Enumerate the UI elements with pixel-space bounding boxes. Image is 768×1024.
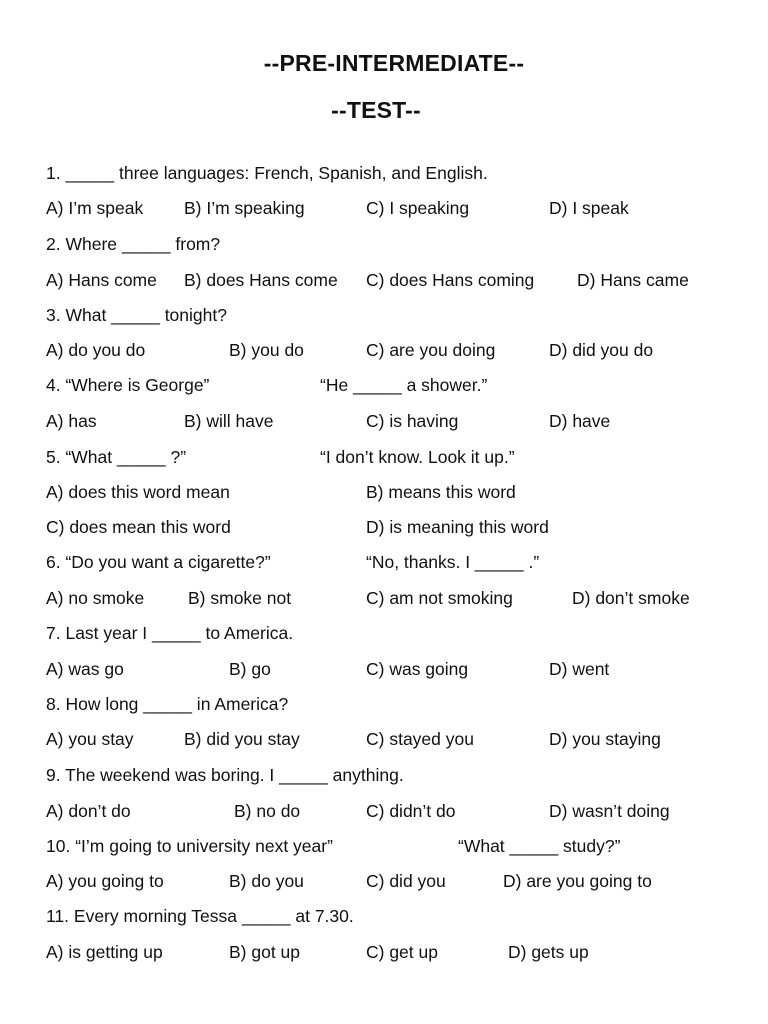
question-prompt: 11. Every morning Tessa _____ at 7.30. <box>46 906 354 926</box>
question-prompt: 7. Last year I _____ to America. <box>46 623 294 643</box>
option-b: B) means this word <box>366 482 516 502</box>
option-a: A) you going to <box>46 871 164 891</box>
question-response: “What _____ study?” <box>458 836 621 856</box>
question-prompt: 1. _____ three languages: French, Spanish, and English. <box>46 163 488 183</box>
option-c: C) are you doing <box>366 340 496 360</box>
question-5-options-row-2 <box>0 517 768 541</box>
question-1-options <box>0 198 768 222</box>
option-d: D) have <box>549 411 611 431</box>
question-prompt: 6. “Do you want a cigarette?” <box>46 552 271 572</box>
option-d: D) is meaning this word <box>366 517 549 537</box>
question-8 <box>0 694 768 718</box>
question-7 <box>0 623 768 647</box>
option-c: C) does Hans coming <box>366 270 535 290</box>
question-11 <box>0 906 768 930</box>
question-4 <box>0 375 768 399</box>
option-d: D) wasn’t doing <box>549 801 670 821</box>
option-b: B) will have <box>184 411 274 431</box>
option-c: C) is having <box>366 411 459 431</box>
option-c: C) was going <box>366 659 469 679</box>
question-3-options <box>0 340 768 364</box>
question-prompt: 3. What _____ tonight? <box>46 305 227 325</box>
question-10-options <box>0 871 768 895</box>
question-response: “No, thanks. I _____ .” <box>366 552 540 572</box>
question-response: “I don’t know. Look it up.” <box>320 447 515 467</box>
question-9 <box>0 765 768 789</box>
question-6-options <box>0 588 768 612</box>
option-b: B) did you stay <box>184 729 300 749</box>
option-a: A) is getting up <box>46 942 163 962</box>
question-5 <box>0 447 768 471</box>
option-a: A) I’m speak <box>46 198 144 218</box>
question-prompt: 10. “I’m going to university next year” <box>46 836 333 856</box>
option-d: D) gets up <box>508 942 589 962</box>
option-d: D) are you going to <box>503 871 652 891</box>
question-prompt: 4. “Where is George” <box>46 375 210 395</box>
page-subtitle: --TEST-- <box>331 97 421 123</box>
option-d: D) you staying <box>549 729 661 749</box>
option-a: A) do you do <box>46 340 146 360</box>
option-a: A) Hans come <box>46 270 157 290</box>
option-b: B) no do <box>234 801 301 821</box>
question-prompt: 8. How long _____ in America? <box>46 694 289 714</box>
option-c: C) am not smoking <box>366 588 513 608</box>
option-a: A) no smoke <box>46 588 145 608</box>
option-b: B) does Hans come <box>184 270 338 290</box>
question-2 <box>0 234 768 258</box>
option-d: D) I speak <box>549 198 629 218</box>
question-6 <box>0 552 768 576</box>
option-a: A) was go <box>46 659 124 679</box>
option-c: C) didn’t do <box>366 801 456 821</box>
option-d: D) did you do <box>549 340 654 360</box>
question-2-options <box>0 270 768 294</box>
option-c: C) did you <box>366 871 446 891</box>
option-b: B) you do <box>229 340 304 360</box>
question-1 <box>0 163 768 187</box>
option-b: B) got up <box>229 942 301 962</box>
question-9-options <box>0 801 768 825</box>
question-prompt: 2. Where _____ from? <box>46 234 221 254</box>
question-8-options <box>0 729 768 753</box>
option-d: D) don’t smoke <box>572 588 690 608</box>
option-a: A) has <box>46 411 97 431</box>
question-11-options <box>0 942 768 966</box>
option-a: A) does this word mean <box>46 482 230 502</box>
option-c: C) does mean this word <box>46 517 231 537</box>
option-b: B) smoke not <box>188 588 292 608</box>
option-a: A) you stay <box>46 729 134 749</box>
question-prompt: 9. The weekend was boring. I _____ anything. <box>46 765 404 785</box>
page-title: --PRE-INTERMEDIATE-- <box>263 50 525 76</box>
question-7-options <box>0 659 768 683</box>
option-c: C) I speaking <box>366 198 470 218</box>
option-a: A) don’t do <box>46 801 131 821</box>
option-b: B) go <box>229 659 271 679</box>
question-3 <box>0 305 768 329</box>
question-5-options-row-1 <box>0 482 768 506</box>
option-c: C) stayed you <box>366 729 474 749</box>
option-c: C) get up <box>366 942 438 962</box>
question-response: “He _____ a shower.” <box>320 375 488 395</box>
question-10 <box>0 836 768 860</box>
option-d: D) went <box>549 659 610 679</box>
question-4-options <box>0 411 768 435</box>
option-b: B) do you <box>229 871 304 891</box>
option-d: D) Hans came <box>577 270 689 290</box>
option-b: B) I’m speaking <box>184 198 305 218</box>
question-prompt: 5. “What _____ ?” <box>46 447 187 467</box>
